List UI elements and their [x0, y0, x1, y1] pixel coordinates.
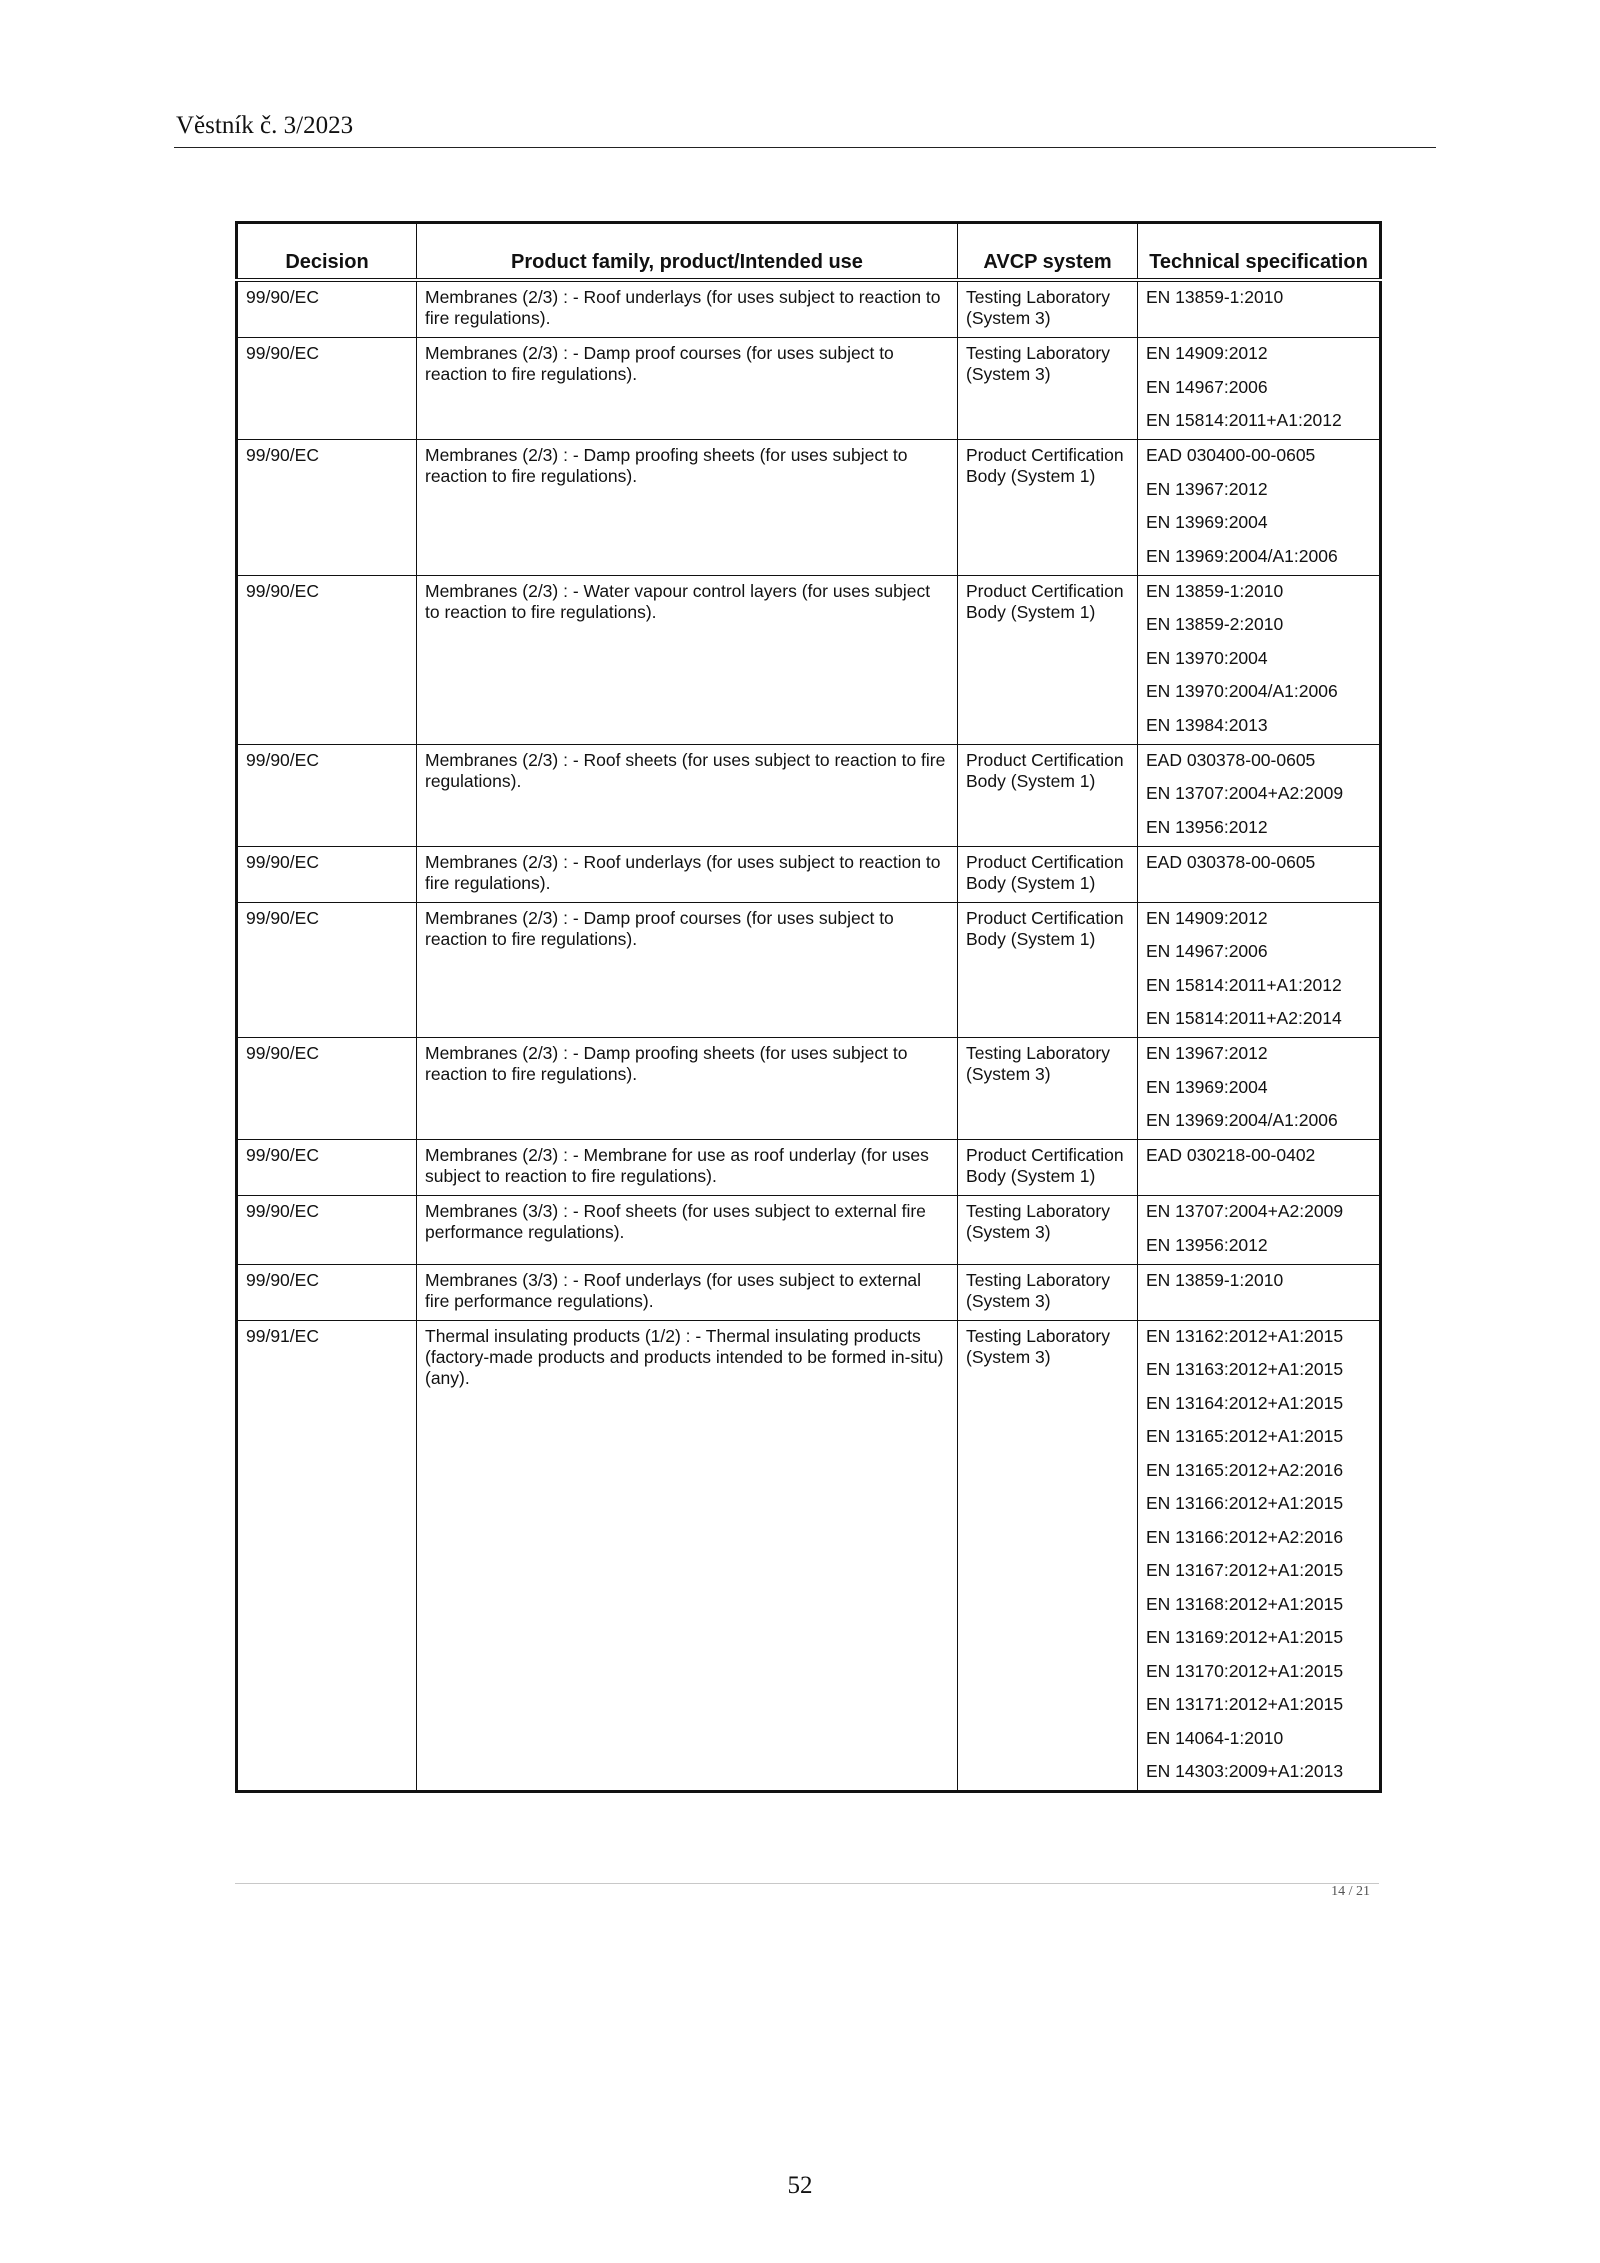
table-row: [237, 280, 1381, 338]
spec-entry: EN 13970:2004: [1146, 647, 1268, 668]
spec-entry: EN 13707:2004+A2:2009: [1146, 783, 1344, 803]
spec-cell: [1138, 280, 1381, 338]
spec-cell: [1138, 744, 1381, 846]
decision-cell: 99/90/EC: [237, 1264, 417, 1320]
spec-entry: EN 14909:2012: [1146, 343, 1268, 363]
table-row: [237, 744, 1381, 846]
spec-entry: EN 14909:2012: [1146, 907, 1268, 928]
decision-cell: 99/90/EC: [237, 280, 417, 338]
product-cell: Membranes (2/3) : - Damp proof courses (for uses subject to reaction to fire regulations).: [417, 902, 958, 1038]
product-cell: Membranes (2/3) : - Water vapour control layers (for uses subject to reaction to fire regulations).: [417, 575, 958, 744]
spec-entry: EN 13859-1:2010: [1146, 580, 1284, 601]
spec-entry: EN 13969:2004/A1:2006: [1146, 545, 1338, 566]
spec-entry: EN 13969:2004: [1146, 1076, 1268, 1097]
table-row: [237, 1264, 1381, 1320]
decision-cell: 99/91/EC: [237, 1320, 417, 1792]
product-cell: Membranes (2/3) : - Membrane for use as roof underlay (for uses subject to reaction to fire regulations).: [417, 1140, 958, 1196]
avcp-cell: Product Certification Body (System 1): [958, 744, 1138, 846]
product-cell: Membranes (2/3) : - Damp proofing sheets (for uses subject to reaction to fire regulations).: [417, 440, 958, 576]
spec-entry: EN 13859-2:2010: [1146, 614, 1284, 634]
avcp-cell: Testing Laboratory (System 3): [958, 1196, 1138, 1265]
table-body: [237, 280, 1381, 1792]
table-row: [237, 575, 1381, 744]
spec-entry: EN 14064-1:2010: [1146, 1727, 1284, 1748]
table-row: [237, 902, 1381, 1038]
spec-entry: EN 13984:2013: [1146, 714, 1268, 735]
avcp-cell: Product Certification Body (System 1): [958, 575, 1138, 744]
header-divider: [174, 147, 1436, 148]
table-header-row: [237, 223, 1381, 281]
spec-entry: EN 13169:2012+A1:2015: [1146, 1627, 1344, 1647]
spec-entry: EN 13168:2012+A1:2015: [1146, 1593, 1344, 1614]
product-cell: Membranes (3/3) : - Roof sheets (for uses subject to external fire performance regulations).: [417, 1196, 958, 1265]
product-cell: Membranes (3/3) : - Roof underlays (for uses subject to external fire performance regulations).: [417, 1264, 958, 1320]
spec-entry: EN 13165:2012+A2:2016: [1146, 1459, 1344, 1480]
spec-cell: [1138, 1038, 1381, 1140]
product-cell: Membranes (2/3) : - Damp proof courses (for uses subject to reaction to fire regulations).: [417, 338, 958, 440]
column-header-decision: Decision: [237, 223, 417, 281]
spec-entry: EN 13967:2012: [1146, 1043, 1268, 1063]
spec-entry: EAD 030218-00-0402: [1146, 1145, 1316, 1165]
spec-entry: EN 13164:2012+A1:2015: [1146, 1392, 1344, 1413]
avcp-cell: Product Certification Body (System 1): [958, 902, 1138, 1038]
spec-cell: [1138, 1196, 1381, 1265]
table-row: [237, 1038, 1381, 1140]
spec-entry: EN 13970:2004/A1:2006: [1146, 681, 1338, 701]
spec-cell: [1138, 575, 1381, 744]
spec-entry: EN 13969:2004: [1146, 512, 1268, 532]
avcp-cell: Product Certification Body (System 1): [958, 846, 1138, 902]
spec-entry: EN 13167:2012+A1:2015: [1146, 1560, 1344, 1580]
spec-cell: [1138, 440, 1381, 576]
spec-cell: [1138, 902, 1381, 1038]
page-number: 52: [787, 2172, 813, 2199]
table-row: [237, 1196, 1381, 1265]
spec-cell: [1138, 1320, 1381, 1792]
spec-entry: EN 13956:2012: [1146, 816, 1268, 837]
page-header-title: Věstník č. 3/2023: [176, 112, 354, 139]
avcp-cell: Testing Laboratory (System 3): [958, 1320, 1138, 1792]
spec-entry: EN 13956:2012: [1146, 1234, 1268, 1255]
spec-entry: EN 13163:2012+A1:2015: [1146, 1359, 1344, 1379]
spec-cell: [1138, 1264, 1381, 1320]
spec-entry: EN 14967:2006: [1146, 941, 1268, 961]
avcp-cell: Testing Laboratory (System 3): [958, 338, 1138, 440]
product-cell: Membranes (2/3) : - Roof underlays (for uses subject to reaction to fire regulations).: [417, 846, 958, 902]
column-header-avcp: AVCP system: [958, 223, 1138, 281]
product-cell: Membranes (2/3) : - Roof sheets (for uses subject to reaction to fire regulations).: [417, 744, 958, 846]
column-header-product: Product family, product/Intended use: [417, 223, 958, 281]
product-cell: Thermal insulating products (1/2) : - Thermal insulating products (factory-made products and products intended to be formed in-situ) (any).: [417, 1320, 958, 1792]
decision-cell: 99/90/EC: [237, 575, 417, 744]
spec-entry: EN 14967:2006: [1146, 376, 1268, 397]
spec-cell: [1138, 1140, 1381, 1196]
product-cell: Membranes (2/3) : - Roof underlays (for uses subject to reaction to fire regulations).: [417, 280, 958, 338]
spec-entry: EN 15814:2011+A1:2012: [1146, 974, 1342, 995]
decision-cell: 99/90/EC: [237, 1196, 417, 1265]
spec-entry: EN 13165:2012+A1:2015: [1146, 1426, 1344, 1446]
avcp-cell: Testing Laboratory (System 3): [958, 1038, 1138, 1140]
spec-entry: EN 15814:2011+A1:2012: [1146, 410, 1342, 430]
table-row: [237, 1320, 1381, 1792]
footer-divider: [235, 1883, 1379, 1884]
spec-cell: [1138, 338, 1381, 440]
spec-entry: EN 15814:2011+A2:2014: [1146, 1008, 1342, 1028]
spec-entry: EN 13969:2004/A1:2006: [1146, 1110, 1338, 1130]
table-row: [237, 846, 1381, 902]
decision-cell: 99/90/EC: [237, 744, 417, 846]
spec-entry: EN 13166:2012+A1:2015: [1146, 1493, 1344, 1513]
spec-entry: EN 13171:2012+A1:2015: [1146, 1694, 1344, 1714]
decision-cell: 99/90/EC: [237, 440, 417, 576]
product-cell: Membranes (2/3) : - Damp proofing sheets (for uses subject to reaction to fire regulations).: [417, 1038, 958, 1140]
spec-cell: [1138, 846, 1381, 902]
specification-table-container: [235, 221, 1379, 1793]
spec-entry: EN 14303:2009+A1:2013: [1146, 1761, 1344, 1781]
spec-entry: EN 13967:2012: [1146, 478, 1268, 499]
spec-entry: EN 13162:2012+A1:2015: [1146, 1325, 1344, 1346]
avcp-cell: Testing Laboratory (System 3): [958, 1264, 1138, 1320]
spec-entry: EN 13166:2012+A2:2016: [1146, 1526, 1344, 1547]
spec-entry: EN 13859-1:2010: [1146, 1269, 1284, 1290]
spec-entry: EN 13170:2012+A1:2015: [1146, 1660, 1344, 1681]
column-header-spec: Technical specification: [1138, 223, 1381, 281]
footer-pagination: 14 / 21: [1331, 1884, 1370, 1899]
avcp-cell: Product Certification Body (System 1): [958, 1140, 1138, 1196]
decision-cell: 99/90/EC: [237, 846, 417, 902]
specification-table: [235, 221, 1382, 1793]
spec-entry: EAD 030400-00-0605: [1146, 445, 1316, 465]
avcp-cell: Product Certification Body (System 1): [958, 440, 1138, 576]
avcp-cell: Testing Laboratory (System 3): [958, 280, 1138, 338]
table-row: [237, 338, 1381, 440]
table-row: [237, 440, 1381, 576]
decision-cell: 99/90/EC: [237, 1038, 417, 1140]
spec-entry: EN 13859-1:2010: [1146, 287, 1284, 307]
spec-entry: EAD 030378-00-0605: [1146, 749, 1316, 770]
decision-cell: 99/90/EC: [237, 1140, 417, 1196]
decision-cell: 99/90/EC: [237, 338, 417, 440]
spec-entry: EN 13707:2004+A2:2009: [1146, 1201, 1344, 1221]
table-row: [237, 1140, 1381, 1196]
spec-entry: EAD 030378-00-0605: [1146, 851, 1316, 872]
decision-cell: 99/90/EC: [237, 902, 417, 1038]
